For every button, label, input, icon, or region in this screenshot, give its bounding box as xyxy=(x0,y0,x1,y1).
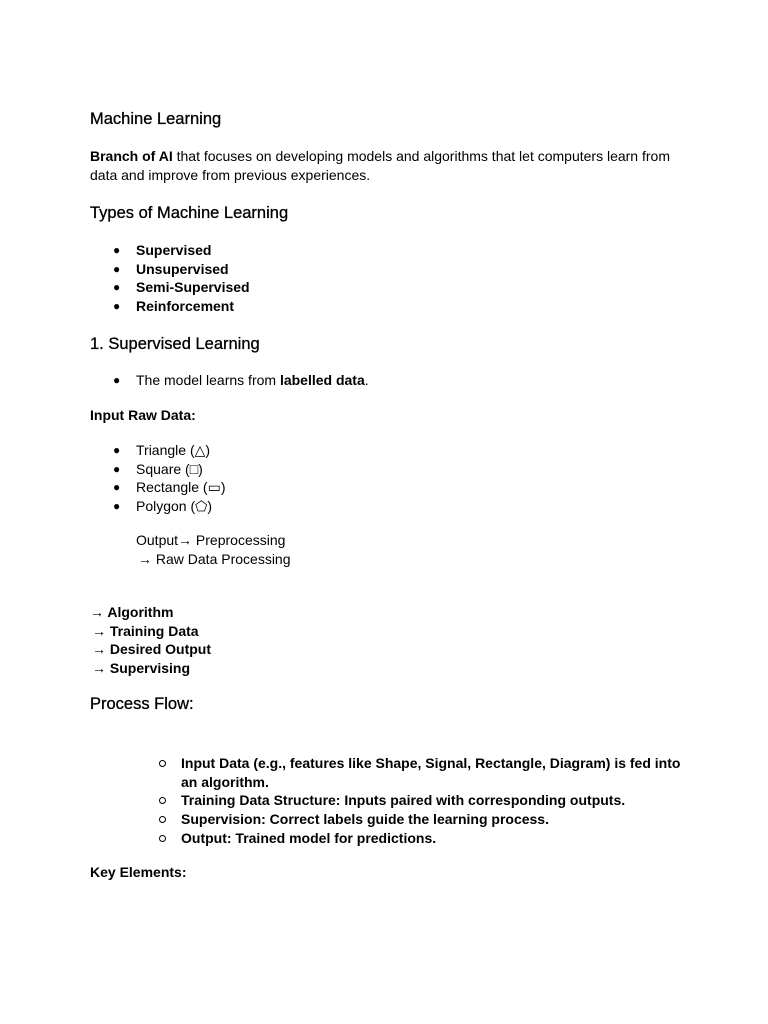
list-item: ● Unsupervised xyxy=(113,260,229,277)
input-raw-label: Input Raw Data: xyxy=(90,407,196,423)
key-elements-label: Key Elements: xyxy=(90,864,187,880)
shapes-list xyxy=(0,441,225,516)
list-item: Input Data (e.g., features like Shape, Signal, Rectangle, Diagram) is fed into an algorithm. xyxy=(0,754,681,791)
arrow-item: → Training Data xyxy=(92,622,199,639)
list-item: ● Square (□) xyxy=(113,460,203,477)
list-item: ● Semi-Supervised xyxy=(113,279,250,296)
bullet-icon: ● xyxy=(113,443,121,457)
intro-text: that focuses on developing models and algorithms that let computers learn from data and improve from previous experiences. xyxy=(90,148,670,183)
list-item: Supervision: Correct labels guide the learning process. xyxy=(0,810,681,829)
list-item: ● Supervised xyxy=(113,242,212,258)
output-line-2: → Raw Data Processing xyxy=(138,551,291,567)
bullet-icon: ● xyxy=(113,461,121,476)
list-item: ● Rectangle (▭) xyxy=(113,479,226,496)
list-item: ● The model learns from labelled data. xyxy=(113,372,369,388)
list-item: ● Reinforcement xyxy=(113,298,235,315)
hollow-bullet-icon xyxy=(159,816,166,823)
arrow-item: → Supervising xyxy=(92,660,191,677)
types-list xyxy=(0,241,250,316)
list-item: ● Triangle (△) xyxy=(113,442,211,458)
hollow-bullet-icon xyxy=(159,835,166,842)
bullet-icon: ● xyxy=(113,299,121,314)
hollow-bullet-icon xyxy=(159,760,166,767)
page-title: Machine Learning xyxy=(90,110,222,128)
arrow-item: → Desired Output xyxy=(92,641,212,658)
types-heading: Types of Machine Learning xyxy=(90,204,289,222)
list-item: ● Polygon (⬠) xyxy=(113,498,212,515)
bullet-icon: ● xyxy=(113,480,121,495)
bullet-icon: ● xyxy=(113,280,121,295)
bullet-icon: ● xyxy=(113,373,121,387)
hollow-bullet-icon xyxy=(159,797,166,804)
intro-bold: Branch of AI xyxy=(90,148,173,164)
process-flow-heading: Process Flow: xyxy=(90,695,194,713)
supervised-heading: 1. Supervised Learning xyxy=(90,335,260,353)
bullet-icon: ● xyxy=(113,261,121,276)
output-line-1: Output→ Preprocessing xyxy=(136,532,286,548)
intro-paragraph xyxy=(90,147,690,185)
arrow-list xyxy=(90,603,211,678)
bullet-icon: ● xyxy=(113,243,121,257)
bullet-icon: ● xyxy=(113,499,121,514)
list-item: Training Data Structure: Inputs paired with corresponding outputs. xyxy=(0,791,681,810)
process-flow-list xyxy=(0,754,681,848)
arrow-item: → Algorithm xyxy=(90,604,174,620)
list-item: Output: Trained model for predictions. xyxy=(0,829,681,848)
supervised-list xyxy=(0,371,369,390)
